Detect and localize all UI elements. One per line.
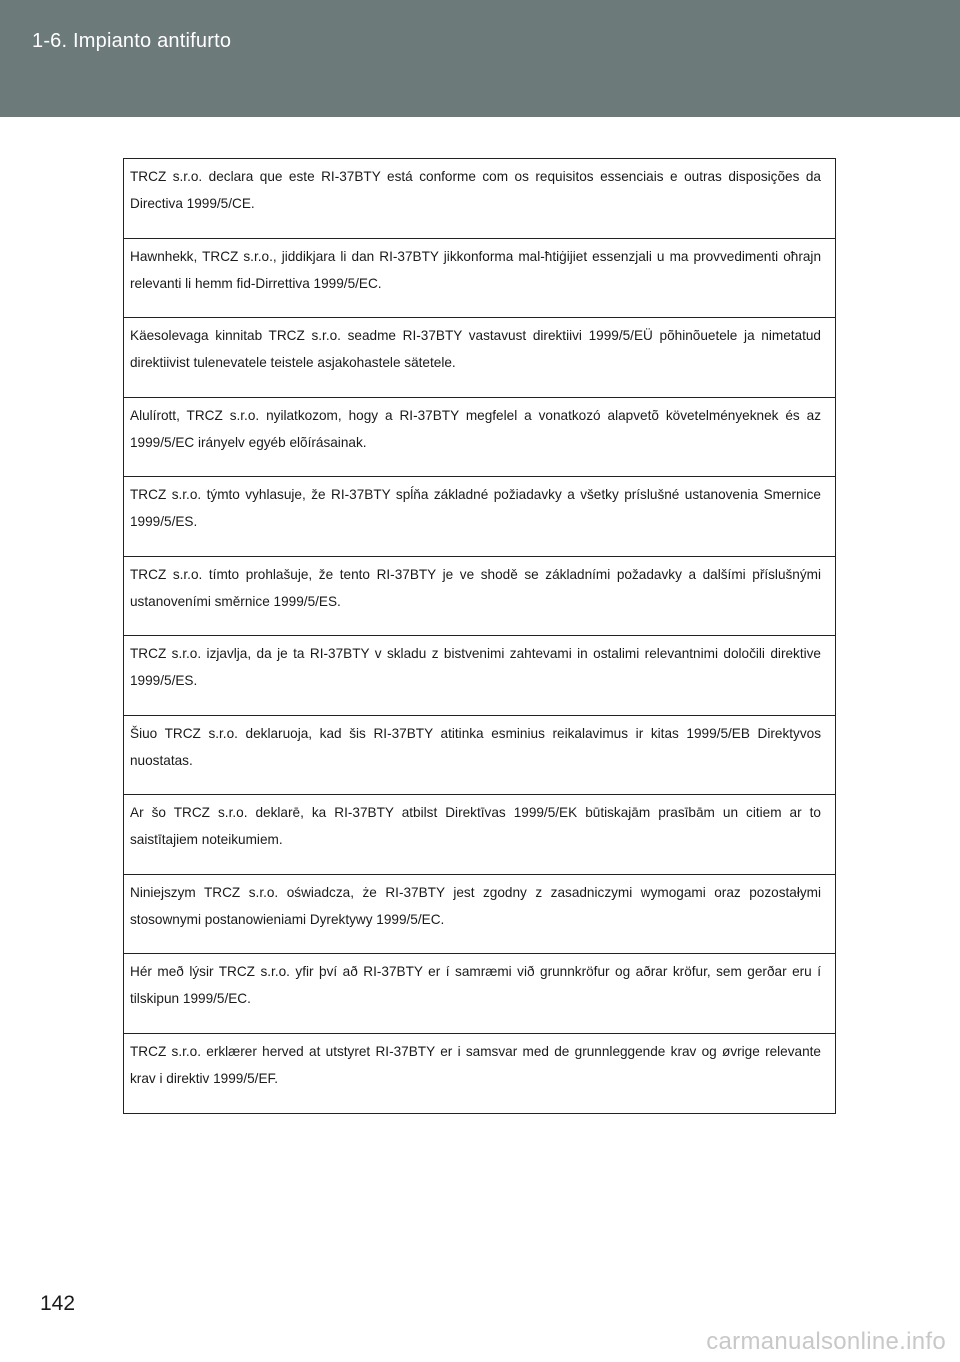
page-number: 142	[40, 1292, 76, 1315]
declaration-table	[123, 158, 836, 1114]
declaration-row-polish: Niniejszym TRCZ s.r.o. oświadcza, że RI-37BTY jest zgodny z zasadniczymi wymogami oraz pozostałymi stosownymi postanowieniami Dyrektywy 1999/5/EC.	[124, 875, 835, 955]
declaration-row-portuguese: TRCZ s.r.o. declara que este RI-37BTY está conforme com os requisitos essenciais e outras disposições da Directiva 1999/5/CE.	[124, 159, 835, 239]
declaration-row-hungarian: Alulírott, TRCZ s.r.o. nyilatkozom, hogy a RI-37BTY megfelel a vonatkozó alapvetõ követelményeknek és az 1999/5/EC irányelv egyéb elõírásainak.	[124, 398, 835, 478]
declaration-row-maltese: Hawnhekk, TRCZ s.r.o., jiddikjara li dan RI-37BTY jikkonforma mal-ħtiġijiet essenzjali u ma provvedimenti oħrajn relevanti li hemm fid-Dirrettiva 1999/5/EC.	[124, 239, 835, 319]
declaration-row-lithuanian: Šiuo TRCZ s.r.o. deklaruoja, kad šis RI-37BTY atitinka esminius reikalavimus ir kitas 1999/5/EB Direktyvos nuostatas.	[124, 716, 835, 796]
header-bar	[0, 0, 960, 117]
declaration-row-latvian: Ar šo TRCZ s.r.o. deklarē, ka RI-37BTY atbilst Direktīvas 1999/5/EK būtiskajām prasībām un citiem ar to saistītajiem noteikumiem.	[124, 795, 835, 875]
declaration-row-slovak: TRCZ s.r.o. týmto vyhlasuje, že RI-37BTY spĺňa základné požiadavky a všetky príslušné ustanovenia Smernice 1999/5/ES.	[124, 477, 835, 557]
declaration-row-czech: TRCZ s.r.o. tímto prohlašuje, že tento RI-37BTY je ve shodě se základními požadavky a dalšími příslušnými ustanoveními směrnice 1999/5/ES.	[124, 557, 835, 637]
declaration-row-estonian: Käesolevaga kinnitab TRCZ s.r.o. seadme RI-37BTY vastavust direktiivi 1999/5/EÜ põhinõuetele ja nimetatud direktiivist tulenevatele teistele asjakohastele sätetele.	[124, 318, 835, 398]
declaration-row-slovenian: TRCZ s.r.o. izjavlja, da je ta RI-37BTY v skladu z bistvenimi zahtevami in ostalimi relevantnimi določili direktive 1999/5/ES.	[124, 636, 835, 716]
declaration-row-norwegian: TRCZ s.r.o. erklærer herved at utstyret RI-37BTY er i samsvar med de grunnleggende krav og øvrige relevante krav i direktiv 1999/5/EF.	[130, 1043, 821, 1086]
declaration-row-icelandic: Hér með lýsir TRCZ s.r.o. yfir því að RI-37BTY er í samræmi við grunnkröfur og aðrar kröfur, sem gerðar eru í tilskipun 1999/5/EC.	[124, 954, 835, 1034]
watermark: carmanualsonline.info	[706, 1328, 946, 1355]
section-title: 1-6. Impianto antifurto	[32, 30, 232, 52]
